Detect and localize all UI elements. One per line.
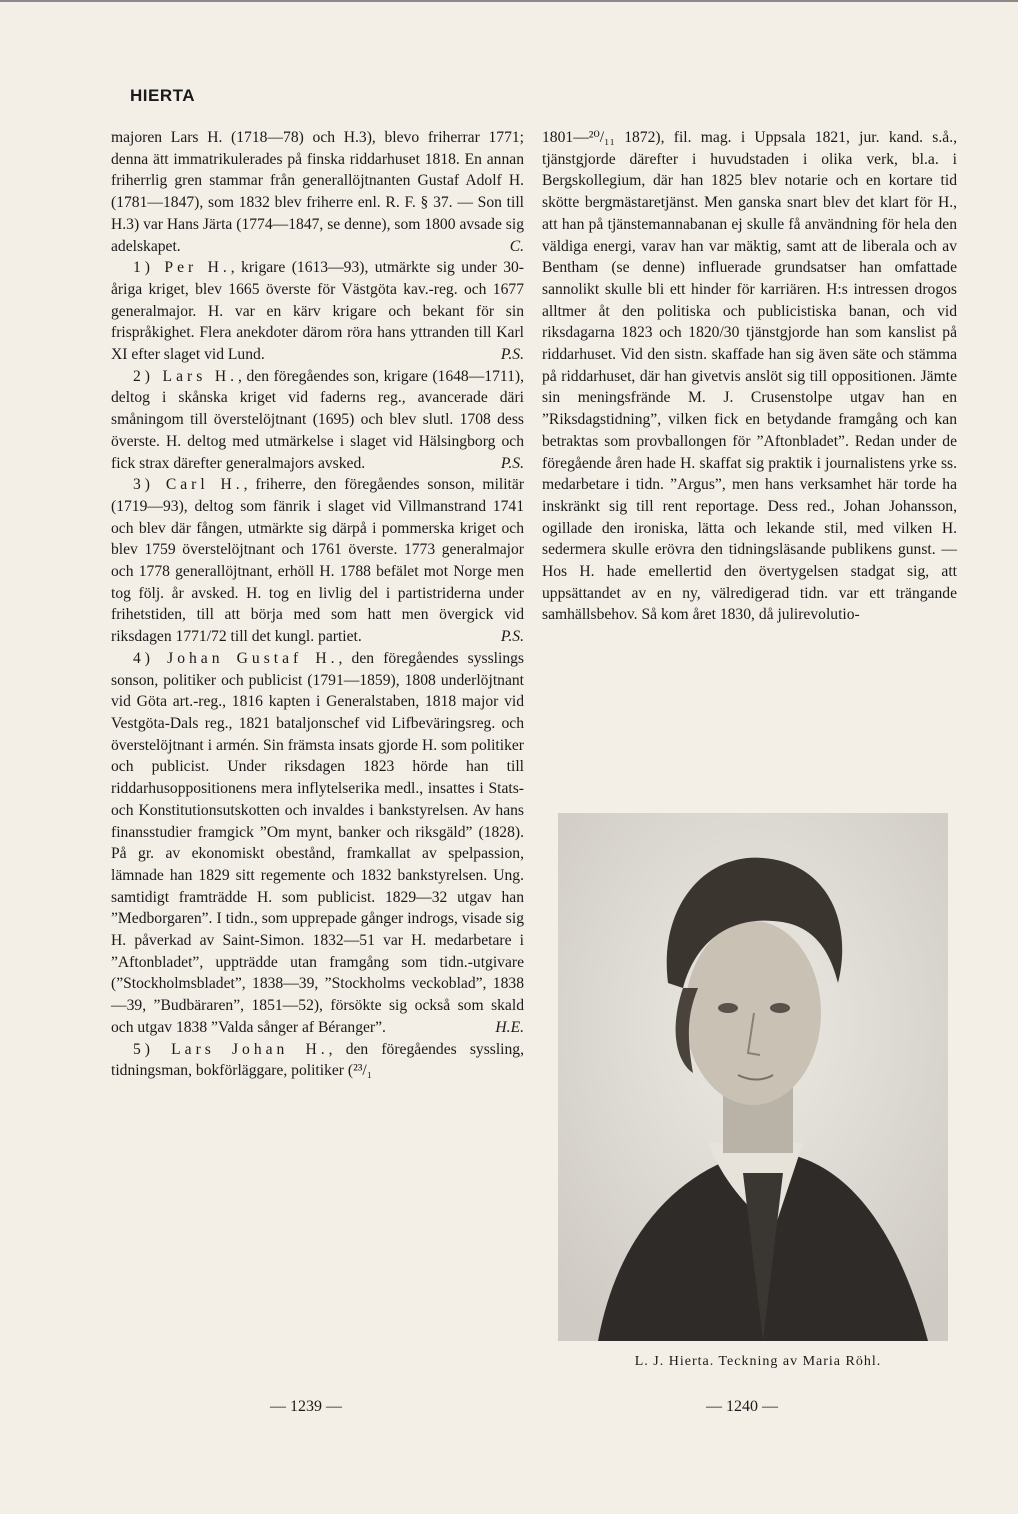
left-column (111, 127, 524, 1082)
intro-paragraph: majoren Lars H. (1718—78) och H.3), blevo friherrar 1771; denna ätt immatrikulerades på finska riddarhuset 1818. En annan friherrlig gren stammar från generallöjtnanten Gustaf Adolf H. (1781—1847), som 1832 blev friherre enl. R. F. § 37. — Son till H.3) var Hans Järta (1774—1847, se denne), som 1800 avsade sig adelskapet. C. (111, 127, 524, 257)
entry-carl: 3) Carl H., friherre, den föregåendes sonson, militär (1719—93), deltog som fänrik i slaget vid Villmanstrand 1741 och blev där fången, utmärkte sig därpå i pommerska kriget och blev 1759 överstelöjtnant och 1761 överste. 1773 generalmajor och 1778 generallöjtnant, erhöll H. 1788 befälet mot Norge men tog följ. år avsked. H. tog en livlig del i partistriderna under frihetstiden, till att börja med som hatt men övergick vid riksdagen 1771/72 till det kungl. partiet. P.S. (111, 474, 524, 648)
top-rule (0, 0, 1018, 2)
entry-per: 1) Per H., krigare (1613—93), utmärkte sig under 30-åriga kriget, blev 1665 överste för Västgöta kav.-reg. och 1677 generalmajor. H. var en kärv krigare och bekant för sin frispråkighet. Flera anekdoter därom röra hans yttranden till Karl XI efter slaget vid Lund. P.S. (111, 257, 524, 366)
portrait-image (558, 813, 948, 1341)
signature: P.S. (500, 628, 524, 646)
signature: P.S. (500, 346, 524, 364)
entry-johan-gustaf: 4) Johan Gustaf H., den föregåendes sysslings sonson, politiker och publicist (1791—1859), 1808 underlöjtnant vid Göta art.-reg., 1816 kapten i Generalstaben, 1818 major vid Vestgöta-Dals reg., 1821 bataljonschef vid Lifbeväringsreg. och överstelöjtnant i armén. Sin främsta insats gjorde H. som politiker och publicist. Under riksdagen 1823 hörde han till riddarhusoppositionens mera inflytelserika medl., insattes i Stats- och Konstitutionsutskotten och invaldes i bankstyrelsen. Av hans finansstudier framgick ”Om mynt, banker och riksgäld” (1828). På gr. av ekonomiskt obestånd, framkallat av spelpassion, lämnade han 1829 sitt regemente och 1832 bankstyrelsen. Ung. samtidigt framträdde H. som publicist. 1829—32 utgav han ”Medborgaren”. I tidn., som upprepade gånger indrogs, visade sig H. påverkad av Saint-Simon. 1832—51 var H. medarbetare i ”Aftonbladet”, uppträdde utan framgång som tidn.-utgivare (”Stockholmsbladet”, 1838—39, ”Stockholms veckoblad”, 1838—39, ”Budbäraren”, 1851—52), försökte sig också som skald och utgav 1838 ”Valda sånger af Béranger”. H.E. (111, 648, 524, 1039)
signature: P.S. (500, 454, 524, 472)
signature: C. (509, 237, 524, 255)
page-number-right: — 1240 — (706, 1398, 778, 1415)
figure-caption: L. J. Hierta. Teckning av Maria Röhl. (634, 1354, 882, 1369)
right-column (542, 127, 957, 626)
entry-lars-johan: 5) Lars Johan H., den föregåendes syssling, tidningsman, bokförläggare, politiker (²³/₁ (111, 1040, 524, 1080)
entry-lars: 2) Lars H., den föregåendes son, krigare (1648—1711), deltog i skånska kriget vid faderns reg., avancerade däri småningom till överstelöjtnant (1695) och blev slutl. 1708 dess överste. H. deltog med utmärkelse i slaget vid Hälsingborg och fick strax därefter generalmajors avsked. P.S. (111, 366, 524, 475)
portrait-drawing (558, 813, 948, 1341)
page-number-left: — 1239 — (270, 1398, 342, 1415)
entry-lars-johan-continued: 1801—²⁰/₁₁ 1872), fil. mag. i Uppsala 1821, jur. kand. s.å., tjänstgjorde därefter i huvudstaden i olika verk, bl.a. i Bergskollegium, där han 1825 blev notarie och en kortare tid skötte bergmästaretjänst. Men ganska snart blev det klart för H., att han på tjänstemannabanan ej skulle få användning för hela den väldiga energi, varav han var mäktig, samt att de liberala och av Bentham (se denne) influerade grundsatser han omfattade sannolikt skulle bli ett hinder för karriären. H:s intressen drogos alltmer åt den politiska och publicistiska banan, och vid riksdagarna 1823 och 1820/30 tjänstgjorde han som kanslist på riddarhuset. Vid den sistn. skaffade han sig även säte och stämma på riddarhuset, där han givetvis anslöt sig till oppositionen. Jämte sin meningsfrände M. J. Crusenstolpe utgav han en ”Riksdagstidning”, vilken fick en betydande framgång och kan betraktas som provballongen för ”Aftonbladet”. Redan under de föregående åren hade H. skaffat sig praktik i journalistens yrke ss. medarbetare i tidn. ”Argus”, men hans verksamhet här torde ha inskränkt sig till rent reportage. Dess red., Johan Johansson, ogillade den ironiska, lätta och lekande stil, med vilken H. sedermera skulle erövra den tidningsläsande publikens gunst. — Hos H. hade emellertid den övertygelsen stadgat sig, att uppsättandet av en ny, välredigerad tidn. var ett trängande samhällsbehov. Så kom året 1830, då julirevolutio- (542, 129, 957, 624)
signature: H.E. (495, 1018, 524, 1036)
running-header: HIERTA (130, 86, 196, 105)
